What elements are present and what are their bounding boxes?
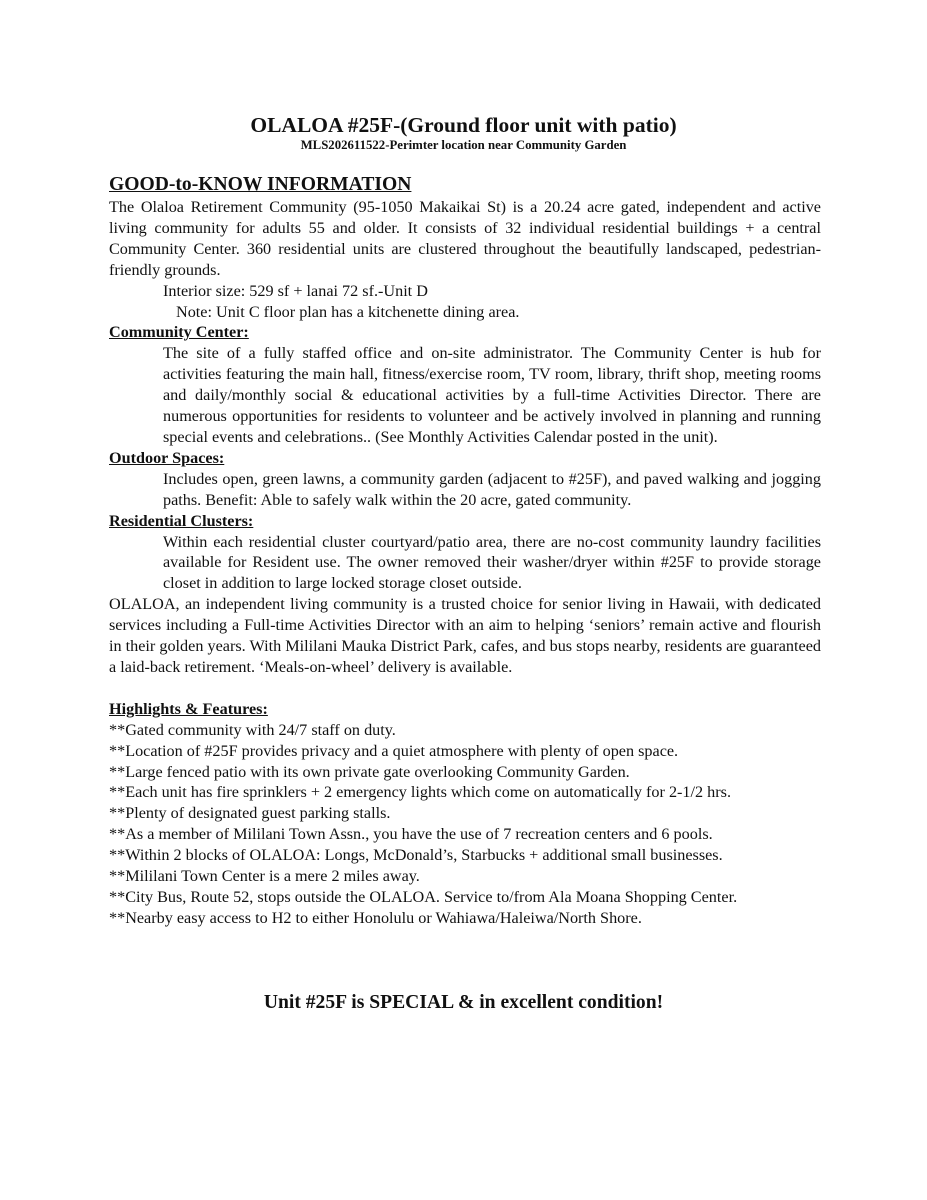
highlight-item: **Mililani Town Center is a mere 2 miles away. [109,867,420,886]
highlight-item: **Large fenced patio with its own private gate overlooking Community Garden. [109,762,630,781]
outdoor-spaces-heading: Outdoor Spaces: [109,448,225,467]
highlight-item: **As a member of Mililani Town Assn., you have the use of 7 recreation centers and 6 pools. [109,825,713,844]
highlight-item: **Nearby easy access to H2 to either Honolulu or Wahiawa/Haleiwa/North Shore. [109,908,642,927]
spacer [109,678,821,699]
outdoor-spaces-text: Includes open, green lawns, a community garden (adjacent to #25F), and paved walking and jogging paths. Benefit: Able to safely walk within the 20 acre, gated community. [163,469,821,509]
residential-clusters-text: Within each residential cluster courtyard/patio area, there are no-cost community laundry facilities available for Resident use. The owner removed their washer/dryer within #25F to provide storage closet in addition to large locked storage closet outside. [163,532,821,593]
highlights-list [109,720,821,929]
residential-clusters-heading: Residential Clusters: [109,511,254,530]
community-center-text: The site of a fully staffed office and on-site administrator. The Community Center is hub for activities featuring the main hall, fitness/exercise room, TV room, library, thrift shop, meeting rooms and daily/monthly social & educational activities by a full-time Activities Director. There are numerous opportunities for residents to volunteer and be actively involved in planning and running special events and celebrations.. (See Monthly Activities Calendar posted in the unit). [163,344,821,446]
page-subtitle: MLS202611522-Perimter location near Community Garden [300,138,627,152]
document-body [109,173,821,929]
highlight-item: **Plenty of designated guest parking stalls. [109,804,391,823]
interior-size-line: Interior size: 529 sf + lanai 72 sf.-Unit D [163,281,428,300]
summary-paragraph: OLALOA, an independent living community is a trusted choice for senior living in Hawaii, with dedicated services including a Full-time Activities Director with an aim to helping ‘seniors’ remain active and flourish in their golden years. With Mililani Mauka District Park, cafes, and bus stops nearby, residents are guaranteed a laid-back retirement. ‘Meals-on-wheel’ delivery is available. [109,595,821,676]
highlight-item: **City Bus, Route 52, stops outside the OLALOA. Service to/from Ala Moana Shopping Center. [109,888,738,906]
highlight-item: **Location of #25F provides privacy and a quiet atmosphere with plenty of open space. [109,741,679,760]
good-to-know-heading: GOOD-to-KNOW INFORMATION [109,174,412,195]
highlight-item: **Each unit has fire sprinklers + 2 emergency lights which come on automatically for 2-1/2 hrs. [109,783,731,802]
page-title: OLALOA #25F-(Ground floor unit with patio) [250,113,677,137]
good-to-know-paragraph: The Olaloa Retirement Community (95-1050 Makaikai St) is a 20.24 acre gated, independent and active living community for adults 55 and older. It consists of 32 individual residential buildings + a central Community Center. 360 residential units are clustered throughout the beautifully landscaped, pedestrian-friendly grounds. [109,198,821,279]
highlight-item: **Gated community with 24/7 staff on duty. [109,720,396,739]
closing-statement: Unit #25F is SPECIAL & in excellent condition! [263,992,664,1013]
floor-plan-note: Note: Unit C floor plan has a kitchenette dining area. [176,302,520,321]
highlights-heading: Highlights & Features: [109,699,268,718]
community-center-heading: Community Center: [109,323,249,342]
highlight-item: **Within 2 blocks of OLALOA: Longs, McDonald’s, Starbucks + additional small businesses. [109,846,723,865]
